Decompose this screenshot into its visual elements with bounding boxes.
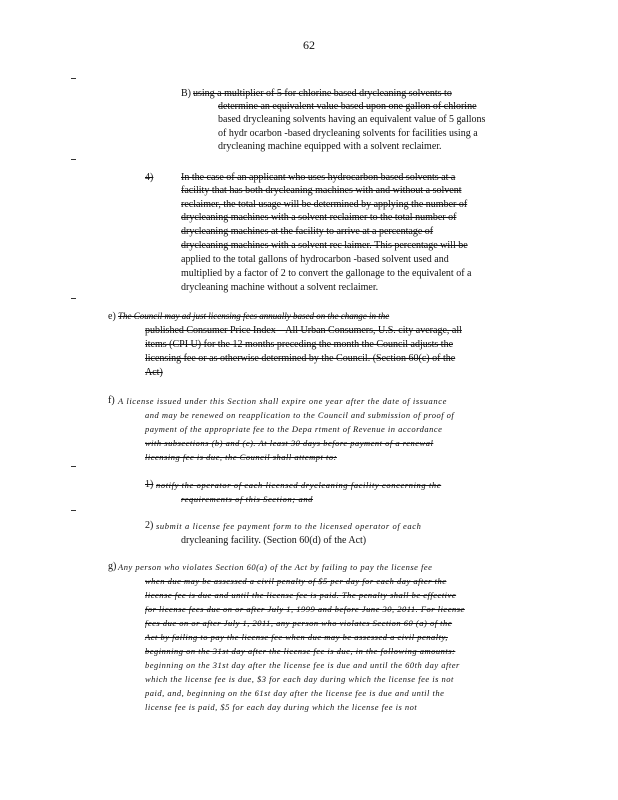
paragraph-label: 2) [145,520,154,531]
text-line: reclaimer, the total usage will be determined by applying the number of [181,199,468,210]
text-line: drycleaning facility. (Section 60(d) of the Act) [181,535,367,546]
text-line: drycleaning machines with a solvent rec laimer. This percentage will be [181,240,468,251]
text-line: license fee is due and until the license fee is paid. The penalty shall be effective [145,590,457,600]
paragraph-label: 4) [145,172,154,183]
change-bar [71,510,76,511]
text-line: Any person who violates Section 60(a) of the Act by failing to pay the license fee [118,562,433,572]
text-line: licensing fee is due, the Council shall attempt to: [145,452,337,462]
change-bar [71,159,76,160]
subsection-label: g) [108,561,117,572]
text-line: drycleaning machine equipped with a solvent reclaimer. [218,141,442,152]
text-line: published Consumer Price Index – All Urban Consumers, U.S. city average, all [145,325,462,336]
text-line: for license fees due on or after July 1, 1999 and before June 30, 2011. For license [145,604,465,614]
page-number: 62 [303,38,315,52]
subsection-label: e) [108,311,116,322]
text-line: In the case of an applicant who uses hydrocarbon based solvents at a [181,172,456,183]
text-line: payment of the appropriate fee to the Depa rtment of Revenue in accordance [145,424,443,434]
text-line: when due may be assessed a civil penalty of $5 per day for each day after the [145,576,447,586]
paragraph-label: 1) [145,479,154,490]
text-line: A license issued under this Section shall expire one year after the date of issuance [118,396,447,406]
text-line: submit a license fee payment form to the licensed operator of each [156,521,422,531]
text-line: Act) [145,367,163,378]
text-line: of hydr ocarbon -based drycleaning solvents for facilities using a [218,128,478,139]
text-line: drycleaning machine without a solvent reclaimer. [181,282,379,293]
text-line: requirements of this Section; and [181,494,314,504]
change-bar [71,78,76,79]
text-line: drycleaning machines at the facility to arrive at a percentage of [181,226,434,237]
text-line: paid, and, beginning on the 61st day after the license fee is due and until the [145,688,445,698]
subsection-label: B) [181,88,191,99]
text-line: fees due on or after July 1, 2011, any person who violates Section 60 (a) of the [145,618,453,628]
text-line: based drycleaning solvents having an equivalent value of 5 gallons [218,114,486,125]
change-bar [71,298,76,299]
text-line: using a multiplier of 5 for chlorine based drycleaning solvents to [193,88,452,99]
text-line: beginning on the 31st day after the license fee is due and until the 60th day after [145,660,460,670]
text-line: drycleaning machines with a solvent reclaimer to the total number of [181,212,457,223]
text-line: notify the operator of each licensed drycleaning facility concerning the [156,480,442,490]
text-line: Act by failing to pay the license fee when due may be assessed a civil penalty, [145,632,448,642]
text-line: The Council may ad just licensing fees annually based on the change in the [118,311,390,321]
text-line: which the license fee is due, $3 for each day during which the license fee is not [145,674,454,684]
change-bar [71,466,76,467]
text-line: facility that has both drycleaning machines with and without a solvent [181,185,462,196]
text-line: determine an equivalent value based upon one gallon of chlorine [218,101,477,112]
text-line: and may be renewed on reapplication to the Council and submission of proof of [145,410,455,420]
text-line: licensing fee or as otherwise determined by the Council. (Section 60(c) of the [145,353,456,364]
text-line: license fee is paid, $5 for each day during which the license fee is not [145,702,418,712]
subsection-label: f) [108,395,115,406]
text-line: multiplied by a factor of 2 to convert the gallonage to the equivalent of a [181,268,472,279]
text-line: items (CPI U) for the 12 months preceding the month the Council adjusts the [145,339,454,350]
text-line: beginning on the 31st day after the license fee is due, in the following amounts: [145,646,456,656]
text-line: applied to the total gallons of hydrocarbon -based solvent used and [181,254,449,265]
text-line: with subsections (b) and (c). At least 30 days before payment of a renewal [145,438,434,448]
